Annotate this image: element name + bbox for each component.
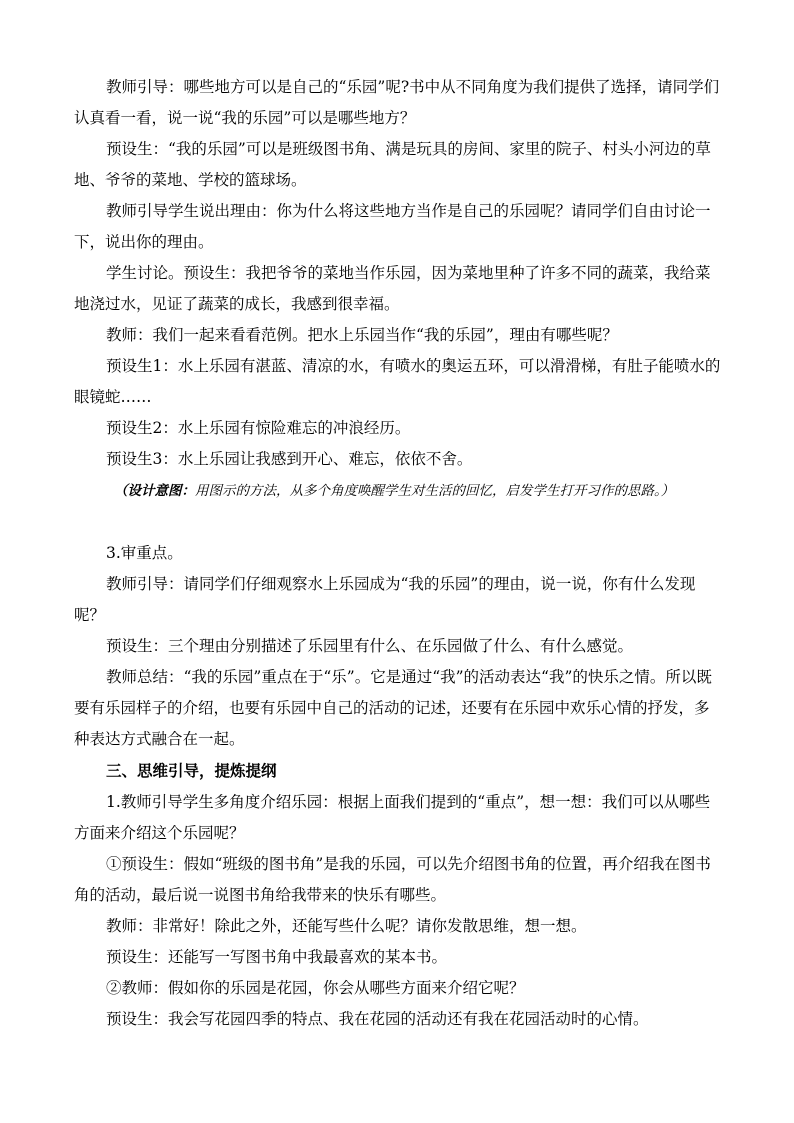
paragraph: 教师：我们一起来看看范例。把水上乐园当作“我的乐园”，理由有哪些呢？ — [106, 326, 618, 344]
paragraph: 预设生：“我的乐园”可以是班级图书角、满是玩具的房间、家里的院子、村头小河边的草地、爷爷的菜地、学校的篮球场。 — [74, 140, 711, 189]
paragraph: 教师引导：请同学们仔细观察水上乐园成为“我的乐园”的理由，说一说，你有什么发现呢？ — [74, 575, 696, 624]
design-intent-text: 用图示的方法，从多个角度唤醒学生对生活的回忆，启发学生打开习作的思路。） — [195, 483, 675, 499]
paragraph: ①预设生：假如“班级的图书角”是我的乐园，可以先介绍图书角的位置，再介绍我在图书角的活动，最后说一说图书角给我带来的快乐有哪些。 — [74, 855, 711, 904]
paragraph: 预设生：三个理由分别描述了乐园里有什么、在乐园做了什么、有什么感觉。 — [106, 637, 634, 655]
paragraph: ②教师：假如你的乐园是花园，你会从哪些方面来介绍它呢？ — [106, 979, 525, 997]
paragraph: 预设生3：水上乐园让我感到开心、难忘，依依不舍。 — [106, 450, 473, 468]
section-heading: 三、思维引导，提炼提纲 — [106, 762, 277, 780]
paragraph: 预设生2：水上乐园有惊险难忘的冲浪经历。 — [106, 419, 411, 437]
paragraph: 教师总结：“我的乐园”重点在于“乐”。它是通过“我”的活动表达“我”的快乐之情。所以既要有乐园样子的介绍，也要有乐园中自己的活动的记述，还要有在乐园中欢乐心情的抒发，多种表达方式融合在一起。 — [74, 668, 712, 748]
design-intent-note — [74, 476, 724, 507]
paragraph: 教师：非常好！除此之外，还能写些什么呢？请你发散思维，想一想。 — [106, 917, 587, 935]
paragraph: 1.教师引导学生多角度介绍乐园：根据上面我们提到的“重点”，想一想：我们可以从哪些方面来介绍这个乐园呢？ — [74, 793, 711, 842]
paragraph: 教师引导：哪些地方可以是自己的“乐园”呢?书中从不同角度为我们提供了选择，请同学们认真看一看，说一说“我的乐园”可以是哪些地方？ — [74, 78, 720, 127]
paragraph: 3.审重点。 — [106, 544, 183, 562]
paragraph: 学生讨论。预设生：我把爷爷的菜地当作乐园，因为菜地里种了许多不同的蔬菜，我给菜地浇过水，见证了蔬菜的成长，我感到很幸福。 — [74, 264, 711, 313]
paragraph: 预设生：我会写花园四季的特点、我在花园的活动还有我在花园活动时的心情。 — [106, 1010, 649, 1028]
paragraph: 预设生1：水上乐园有湛蓝、清凉的水，有喷水的奥运五环，可以滑滑梯，有肚子能喷水的眼镜蛇…… — [74, 357, 721, 406]
paragraph: 教师引导学生说出理由：你为什么将这些地方当作是自己的乐园呢？请同学们自由讨论一下，说出你的理由。 — [74, 202, 711, 251]
design-intent-label: （设计意图： — [114, 483, 195, 499]
paragraph: 预设生：还能写一写图书角中我最喜欢的某本书。 — [106, 948, 448, 966]
